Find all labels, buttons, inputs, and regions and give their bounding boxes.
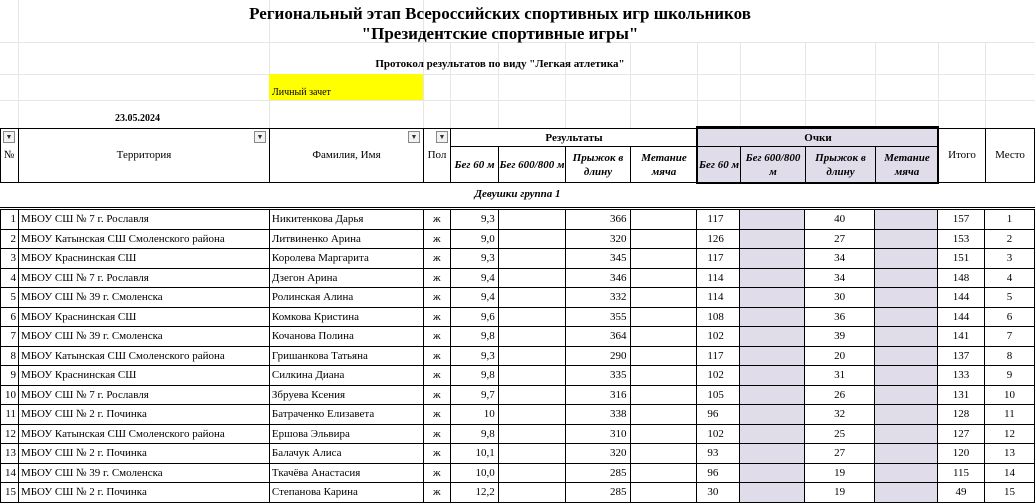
cell-jump[interactable]: 364 <box>565 327 630 347</box>
col-header-throw: Метание мяча <box>641 151 687 178</box>
cell-run60[interactable]: 9,7 <box>450 385 498 405</box>
cell-run60[interactable]: 9,8 <box>450 424 498 444</box>
cell-name[interactable]: Степанова Карина <box>269 483 423 503</box>
cell-name[interactable]: Литвиненко Арина <box>269 229 423 249</box>
col-header-num: № <box>3 149 15 161</box>
cell-run60[interactable]: 9,3 <box>450 346 498 366</box>
cell-jump[interactable]: 338 <box>565 405 630 425</box>
cell-run60[interactable]: 10,0 <box>450 463 498 483</box>
cell-points-jump[interactable]: 27 <box>805 444 875 464</box>
cell-points-jump[interactable]: 40 <box>805 210 875 230</box>
cell-throw[interactable] <box>630 327 697 347</box>
cell-run600[interactable] <box>498 366 565 386</box>
cell-points-run60[interactable]: 126 <box>697 229 740 249</box>
cell-points-throw[interactable] <box>875 210 938 230</box>
cell-jump[interactable]: 310 <box>565 424 630 444</box>
cell-territory[interactable]: МБОУ СШ № 39 г. Смоленска <box>18 288 269 308</box>
cell-total[interactable]: 49 <box>938 483 985 503</box>
cell-points-throw[interactable] <box>875 249 938 269</box>
col-header-jump: Прыжок в длину <box>572 151 624 178</box>
cell-run600[interactable] <box>498 424 565 444</box>
cell-territory[interactable]: МБОУ СШ № 2 г. Починка <box>18 405 269 425</box>
row-number[interactable]: 13 <box>1 444 19 464</box>
cell-run60[interactable]: 9,8 <box>450 327 498 347</box>
cell-points-jump[interactable]: 19 <box>805 483 875 503</box>
row-number[interactable]: 2 <box>1 229 19 249</box>
table-row[interactable] <box>1 424 1035 444</box>
cell-territory[interactable]: МБОУ СШ № 39 г. Смоленска <box>18 327 269 347</box>
cell-run600[interactable] <box>498 268 565 288</box>
cell-throw[interactable] <box>630 366 697 386</box>
cell-points-jump[interactable]: 27 <box>805 229 875 249</box>
cell-sex[interactable]: ж <box>423 483 450 503</box>
cell-place[interactable]: 9 <box>984 366 1034 386</box>
cell-points-run600[interactable] <box>740 288 805 308</box>
cell-total[interactable]: 127 <box>938 424 985 444</box>
cell-sex[interactable]: ж <box>423 444 450 464</box>
cell-place[interactable]: 1 <box>984 210 1034 230</box>
cell-run600[interactable] <box>498 405 565 425</box>
cell-name[interactable]: Балачук Алиса <box>269 444 423 464</box>
cell-points-jump[interactable]: 31 <box>805 366 875 386</box>
cell-territory[interactable]: МБОУ Краснинская СШ <box>18 249 269 269</box>
cell-sex[interactable]: ж <box>423 346 450 366</box>
cell-throw[interactable] <box>630 483 697 503</box>
cell-territory[interactable]: МБОУ СШ № 2 г. Починка <box>18 483 269 503</box>
protocol-title: Протокол результатов по виду "Легкая атлетика" <box>375 58 625 70</box>
col-header-run60: Бег 60 м <box>454 158 495 171</box>
group-title: Девушки группа 1 <box>474 188 561 200</box>
cell-points-jump[interactable]: 30 <box>805 288 875 308</box>
cell-territory[interactable]: МБОУ СШ № 7 г. Рославля <box>18 210 269 230</box>
cell-place[interactable]: 11 <box>984 405 1034 425</box>
cell-place[interactable]: 13 <box>984 444 1034 464</box>
cell-points-throw[interactable] <box>875 483 938 503</box>
cell-points-jump[interactable]: 26 <box>805 385 875 405</box>
cell-points-run60[interactable]: 102 <box>697 327 740 347</box>
cell-name[interactable]: Ролинская Алина <box>269 288 423 308</box>
cell-sex[interactable]: ж <box>423 307 450 327</box>
cell-points-run600[interactable] <box>740 385 805 405</box>
cell-place[interactable]: 2 <box>984 229 1034 249</box>
cell-sex[interactable]: ж <box>423 366 450 386</box>
col-header-territory: Территория <box>116 149 172 161</box>
col-header-sex: Пол <box>427 149 447 161</box>
page-title: Региональный этап Всероссийских спортивных игр школьников <box>249 4 751 23</box>
cell-run60[interactable]: 10 <box>450 405 498 425</box>
cell-name[interactable]: Гришанкова Татьяна <box>269 346 423 366</box>
cell-points-run600[interactable] <box>740 268 805 288</box>
cell-points-run600[interactable] <box>740 346 805 366</box>
table-row[interactable] <box>1 249 1035 269</box>
cell-territory[interactable]: МБОУ Катынская СШ Смоленского района <box>18 229 269 249</box>
row-number[interactable]: 5 <box>1 288 19 308</box>
row-number[interactable]: 11 <box>1 405 19 425</box>
row-number[interactable]: 15 <box>1 483 19 503</box>
table-row[interactable] <box>1 385 1035 405</box>
cell-place[interactable]: 10 <box>984 385 1034 405</box>
col-header-total: Итого <box>948 149 976 161</box>
cell-place[interactable]: 14 <box>984 463 1034 483</box>
cell-points-run60[interactable]: 117 <box>697 346 740 366</box>
cell-jump[interactable]: 332 <box>565 288 630 308</box>
cell-points-throw[interactable] <box>875 327 938 347</box>
col-header-name: Фамилия, Имя <box>312 149 381 161</box>
cell-points-jump[interactable]: 34 <box>805 249 875 269</box>
cell-points-jump[interactable]: 20 <box>805 346 875 366</box>
standing-label-text: Личный зачет <box>272 87 331 98</box>
cell-territory[interactable]: МБОУ СШ № 39 г. Смоленска <box>18 463 269 483</box>
cell-points-throw[interactable] <box>875 307 938 327</box>
cell-points-jump[interactable]: 32 <box>805 405 875 425</box>
cell-total[interactable]: 151 <box>938 249 985 269</box>
event-date: 23.05.2024 <box>115 113 160 124</box>
cell-sex[interactable]: ж <box>423 327 450 347</box>
table-row[interactable] <box>1 288 1035 308</box>
cell-total[interactable]: 133 <box>938 366 985 386</box>
cell-name[interactable]: Кочанова Полина <box>269 327 423 347</box>
cell-place[interactable]: 6 <box>984 307 1034 327</box>
cell-points-throw[interactable] <box>875 444 938 464</box>
cell-throw[interactable] <box>630 424 697 444</box>
table-row[interactable] <box>1 346 1035 366</box>
cell-name[interactable]: Збруева Ксения <box>269 385 423 405</box>
cell-points-run60[interactable]: 108 <box>697 307 740 327</box>
cell-sex[interactable]: ж <box>423 424 450 444</box>
cell-territory[interactable]: МБОУ СШ № 2 г. Починка <box>18 444 269 464</box>
cell-points-run60[interactable]: 102 <box>697 366 740 386</box>
table-row[interactable] <box>1 366 1035 386</box>
page-subtitle: "Президентские спортивные игры" <box>361 24 639 43</box>
cell-total[interactable]: 131 <box>938 385 985 405</box>
cell-total[interactable]: 157 <box>938 210 985 230</box>
cell-run600[interactable] <box>498 385 565 405</box>
cell-sex[interactable]: ж <box>423 385 450 405</box>
col-header-place: Место <box>995 149 1025 161</box>
cell-name[interactable]: Дзегон Арина <box>269 268 423 288</box>
cell-throw[interactable] <box>630 210 697 230</box>
table-row[interactable] <box>1 405 1035 425</box>
row-number[interactable]: 12 <box>1 424 19 444</box>
cell-points-throw[interactable] <box>875 366 938 386</box>
cell-throw[interactable] <box>630 405 697 425</box>
cell-jump[interactable]: 320 <box>565 229 630 249</box>
cell-total[interactable]: 128 <box>938 405 985 425</box>
results-group-header: Результаты <box>545 131 603 144</box>
cell-points-jump[interactable]: 39 <box>805 327 875 347</box>
cell-points-run600[interactable] <box>740 444 805 464</box>
row-number[interactable]: 4 <box>1 268 19 288</box>
cell-jump[interactable]: 345 <box>565 249 630 269</box>
row-number[interactable]: 3 <box>1 249 19 269</box>
cell-run60[interactable]: 9,3 <box>450 249 498 269</box>
results-table <box>0 209 1035 503</box>
cell-points-run600[interactable] <box>740 229 805 249</box>
cell-throw[interactable] <box>630 249 697 269</box>
cell-territory[interactable]: МБОУ Краснинская СШ <box>18 307 269 327</box>
cell-jump[interactable]: 335 <box>565 366 630 386</box>
cell-name[interactable]: Комкова Кристина <box>269 307 423 327</box>
cell-throw[interactable] <box>630 229 697 249</box>
cell-points-run60[interactable]: 114 <box>697 268 740 288</box>
cell-territory[interactable]: МБОУ Катынская СШ Смоленского района <box>18 424 269 444</box>
cell-points-run600[interactable] <box>740 366 805 386</box>
cell-sex[interactable]: ж <box>423 268 450 288</box>
cell-name[interactable]: Ершова Эльвира <box>269 424 423 444</box>
cell-run60[interactable]: 9,8 <box>450 366 498 386</box>
filter-dropdown-icon[interactable]: ▼ <box>408 131 420 143</box>
cell-points-run60[interactable]: 114 <box>697 288 740 308</box>
cell-name[interactable]: Королева Маргарита <box>269 249 423 269</box>
cell-total[interactable]: 153 <box>938 229 985 249</box>
cell-run60[interactable]: 12,2 <box>450 483 498 503</box>
cell-run60[interactable]: 10,1 <box>450 444 498 464</box>
cell-place[interactable]: 8 <box>984 346 1034 366</box>
cell-total[interactable]: 137 <box>938 346 985 366</box>
cell-points-jump[interactable]: 19 <box>805 463 875 483</box>
col-header-points-jump: Прыжок в длину <box>815 151 866 178</box>
cell-run60[interactable]: 9,0 <box>450 229 498 249</box>
cell-run600[interactable] <box>498 346 565 366</box>
cell-points-throw[interactable] <box>875 229 938 249</box>
cell-points-run60[interactable]: 96 <box>697 405 740 425</box>
cell-run600[interactable] <box>498 249 565 269</box>
cell-points-jump[interactable]: 25 <box>805 424 875 444</box>
col-header-points-run60: Бег 60 м <box>699 158 739 171</box>
cell-throw[interactable] <box>630 268 697 288</box>
cell-points-jump[interactable]: 36 <box>805 307 875 327</box>
cell-points-throw[interactable] <box>875 385 938 405</box>
filter-dropdown-icon[interactable]: ▼ <box>436 131 448 143</box>
cell-jump[interactable]: 285 <box>565 483 630 503</box>
cell-points-jump[interactable]: 34 <box>805 268 875 288</box>
cell-points-run60[interactable]: 30 <box>697 483 740 503</box>
cell-points-run60[interactable]: 117 <box>697 210 740 230</box>
filter-dropdown-icon[interactable]: ▼ <box>3 131 15 143</box>
cell-place[interactable]: 7 <box>984 327 1034 347</box>
cell-sex[interactable]: ж <box>423 463 450 483</box>
cell-jump[interactable]: 320 <box>565 444 630 464</box>
cell-points-run60[interactable]: 102 <box>697 424 740 444</box>
cell-points-run60[interactable]: 117 <box>697 249 740 269</box>
filter-dropdown-icon[interactable]: ▼ <box>254 131 266 143</box>
cell-run600[interactable] <box>498 210 565 230</box>
cell-sex[interactable]: ж <box>423 210 450 230</box>
cell-run600[interactable] <box>498 483 565 503</box>
cell-throw[interactable] <box>630 385 697 405</box>
cell-run600[interactable] <box>498 327 565 347</box>
row-number[interactable]: 10 <box>1 385 19 405</box>
table-row[interactable] <box>1 268 1035 288</box>
table-row[interactable] <box>1 483 1035 503</box>
row-number[interactable]: 8 <box>1 346 19 366</box>
cell-name[interactable]: Никитенкова Дарья <box>269 210 423 230</box>
cell-territory[interactable]: МБОУ СШ № 7 г. Рославля <box>18 385 269 405</box>
cell-sex[interactable]: ж <box>423 405 450 425</box>
cell-jump[interactable]: 355 <box>565 307 630 327</box>
cell-run60[interactable]: 9,4 <box>450 268 498 288</box>
cell-throw[interactable] <box>630 288 697 308</box>
cell-points-run60[interactable]: 93 <box>697 444 740 464</box>
cell-points-run600[interactable] <box>740 249 805 269</box>
cell-points-run600[interactable] <box>740 307 805 327</box>
cell-run600[interactable] <box>498 229 565 249</box>
cell-sex[interactable]: ж <box>423 249 450 269</box>
cell-total[interactable]: 115 <box>938 463 985 483</box>
table-row[interactable] <box>1 463 1035 483</box>
cell-total[interactable]: 120 <box>938 444 985 464</box>
row-number[interactable]: 9 <box>1 366 19 386</box>
cell-jump[interactable]: 290 <box>565 346 630 366</box>
cell-run60[interactable]: 9,3 <box>450 210 498 230</box>
cell-total[interactable]: 148 <box>938 268 985 288</box>
cell-throw[interactable] <box>630 463 697 483</box>
table-row[interactable] <box>1 229 1035 249</box>
cell-territory[interactable]: МБОУ Краснинская СШ <box>18 366 269 386</box>
cell-territory[interactable]: МБОУ СШ № 7 г. Рославля <box>18 268 269 288</box>
cell-name[interactable]: Батраченко Елизавета <box>269 405 423 425</box>
col-header-points-throw: Метание мяча <box>884 151 930 178</box>
table-row[interactable] <box>1 210 1035 230</box>
cell-total[interactable]: 144 <box>938 307 985 327</box>
cell-place[interactable]: 15 <box>984 483 1034 503</box>
cell-territory[interactable]: МБОУ Катынская СШ Смоленского района <box>18 346 269 366</box>
points-group-header: Очки <box>804 131 832 144</box>
cell-points-run600[interactable] <box>740 327 805 347</box>
cell-run600[interactable] <box>498 444 565 464</box>
cell-points-run600[interactable] <box>740 463 805 483</box>
cell-name[interactable]: Ткачёва Анастасия <box>269 463 423 483</box>
cell-points-throw[interactable] <box>875 405 938 425</box>
cell-sex[interactable]: ж <box>423 229 450 249</box>
cell-points-throw[interactable] <box>875 346 938 366</box>
cell-jump[interactable]: 346 <box>565 268 630 288</box>
row-number[interactable]: 1 <box>1 210 19 230</box>
cell-run60[interactable]: 9,6 <box>450 307 498 327</box>
cell-run60[interactable]: 9,4 <box>450 288 498 308</box>
cell-points-run60[interactable]: 96 <box>697 463 740 483</box>
cell-place[interactable]: 5 <box>984 288 1034 308</box>
cell-points-run600[interactable] <box>740 483 805 503</box>
cell-points-run60[interactable]: 105 <box>697 385 740 405</box>
cell-points-run600[interactable] <box>740 405 805 425</box>
cell-total[interactable]: 144 <box>938 288 985 308</box>
cell-run600[interactable] <box>498 463 565 483</box>
cell-total[interactable]: 141 <box>938 327 985 347</box>
cell-place[interactable]: 3 <box>984 249 1034 269</box>
row-number[interactable]: 14 <box>1 463 19 483</box>
cell-sex[interactable]: ж <box>423 288 450 308</box>
cell-run600[interactable] <box>498 288 565 308</box>
cell-place[interactable]: 4 <box>984 268 1034 288</box>
cell-points-throw[interactable] <box>875 268 938 288</box>
row-number[interactable]: 6 <box>1 307 19 327</box>
cell-points-run600[interactable] <box>740 210 805 230</box>
cell-name[interactable]: Силкина Диана <box>269 366 423 386</box>
cell-points-run600[interactable] <box>740 424 805 444</box>
cell-points-throw[interactable] <box>875 463 938 483</box>
col-header-run600: Бег 600/800 м <box>499 158 565 171</box>
cell-jump[interactable]: 366 <box>565 210 630 230</box>
table-row[interactable] <box>1 444 1035 464</box>
table-row[interactable] <box>1 327 1035 347</box>
cell-place[interactable]: 12 <box>984 424 1034 444</box>
cell-points-throw[interactable] <box>875 424 938 444</box>
row-number[interactable]: 7 <box>1 327 19 347</box>
cell-run600[interactable] <box>498 307 565 327</box>
cell-jump[interactable]: 316 <box>565 385 630 405</box>
cell-jump[interactable]: 285 <box>565 463 630 483</box>
cell-points-throw[interactable] <box>875 288 938 308</box>
col-header-points-run600: Бег 600/800 м <box>745 151 801 178</box>
cell-throw[interactable] <box>630 346 697 366</box>
table-row[interactable] <box>1 307 1035 327</box>
cell-throw[interactable] <box>630 307 697 327</box>
cell-throw[interactable] <box>630 444 697 464</box>
